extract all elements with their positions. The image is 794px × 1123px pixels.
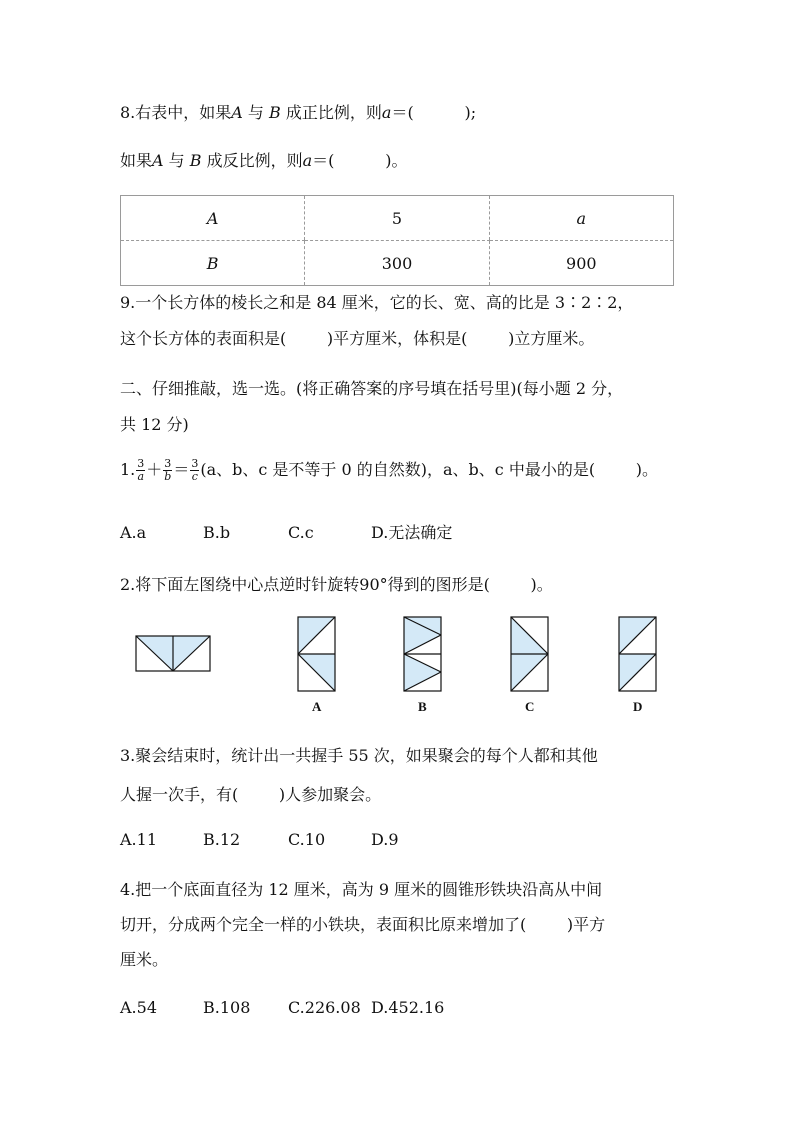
section2-heading: 二、仔细推敲，选一选。(将正确答案的序号填在括号里)(每小题 2 分， <box>120 379 624 398</box>
option-a[interactable]: A.11 <box>120 830 157 849</box>
option-d-figure[interactable] <box>617 615 659 693</box>
original-figure <box>134 634 212 674</box>
table-cell: 900 <box>489 241 673 286</box>
option-b[interactable]: B.12 <box>203 830 241 849</box>
section2-heading-cont: 共 12 分) <box>120 415 189 434</box>
q9-line2: 这个长方体的表面积是( )平方厘米，体积是( )立方厘米。 <box>120 329 595 348</box>
option-a[interactable]: A.a <box>120 523 147 542</box>
table-cell: 5 <box>305 196 489 241</box>
p3-line1: 3.聚会结束时，统计出一共握手 55 次，如果聚会的每个人都和其他 <box>120 746 598 765</box>
p4-options <box>120 998 444 1017</box>
option-c-figure[interactable] <box>509 615 551 693</box>
p4-line2: 切开，分成两个完全一样的小铁块，表面积比原来增加了( )平方 <box>120 915 606 934</box>
option-a-figure[interactable] <box>296 615 338 693</box>
q8-line2: 如果A 与 B 成反比例，则a＝( )。 <box>120 151 408 170</box>
table-row <box>121 241 674 286</box>
p4-line3: 厘米。 <box>120 950 169 969</box>
fraction-3-b: $\frac{3}{b}$ <box>164 457 172 483</box>
p2-text: 2.将下面左图绕中心点逆时针旋转90°得到的图形是( )。 <box>120 575 553 594</box>
q8-line1: 8.右表中，如果A 与 B 成正比例，则a＝( ); <box>120 103 477 122</box>
option-a-label[interactable]: A <box>312 699 322 714</box>
q9-line1: 9.一个长方体的棱长之和是 84 厘米，它的长、宽、高的比是 3∶2∶2， <box>120 293 634 312</box>
table-cell: A <box>121 196 305 241</box>
option-d[interactable]: D.452.16 <box>371 998 445 1017</box>
fraction-3-a: $\frac{3}{a}$ <box>137 457 145 483</box>
q8-table <box>120 195 674 286</box>
option-c[interactable]: C.10 <box>288 830 326 849</box>
table-cell: 300 <box>305 241 489 286</box>
option-b[interactable]: B.b <box>203 523 231 542</box>
table-cell: B <box>206 253 219 273</box>
table-cell: a <box>489 196 673 241</box>
p3-options <box>120 830 399 849</box>
option-c[interactable]: C.c <box>288 523 314 542</box>
fraction-3-c: $\frac{3}{c}$ <box>191 457 199 483</box>
option-b-label[interactable]: B <box>418 699 427 714</box>
option-c[interactable]: C.226.08 <box>288 998 361 1017</box>
p3-line2: 人握一次手，有( )人参加聚会。 <box>120 785 382 804</box>
table-row <box>121 196 674 241</box>
option-b-figure[interactable] <box>402 615 444 693</box>
p1-line: 1. $\frac{3}{a}$ ＋ $\frac{3}{b}$ ＝ $\frac{3}{c}$ (a、b、c 是不等于 0 的自然数)，a、b、c 中最小的是( )。 <box>120 457 659 483</box>
option-d[interactable]: D.无法确定 <box>371 523 453 542</box>
option-a[interactable]: A.54 <box>120 998 157 1017</box>
p1-options <box>120 520 452 543</box>
option-d[interactable]: D.9 <box>371 830 399 849</box>
option-d-label[interactable]: D <box>633 699 643 714</box>
option-b[interactable]: B.108 <box>203 998 251 1017</box>
p4-line1: 4.把一个底面直径为 12 厘米，高为 9 厘米的圆锥形铁块沿高从中间 <box>120 880 603 899</box>
option-c-label[interactable]: C <box>525 699 535 714</box>
